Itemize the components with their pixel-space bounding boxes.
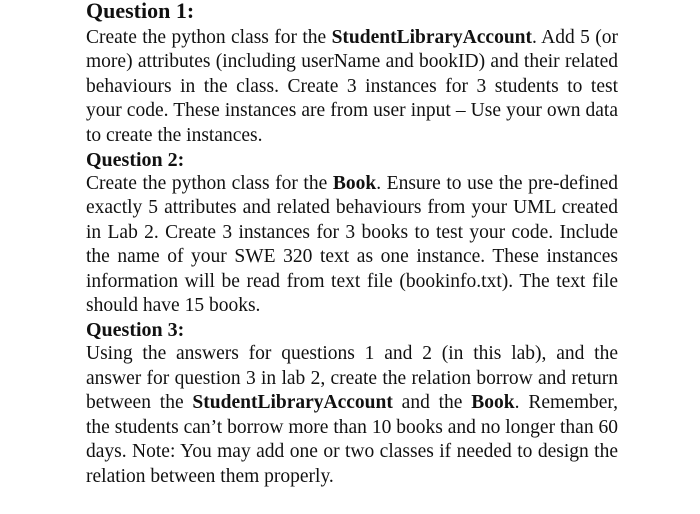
- question-2: [86, 148, 618, 318]
- question-1-text: [86, 26, 618, 148]
- question-3-text: [86, 342, 618, 488]
- question-1: [86, 0, 618, 148]
- class-name-emphasis: StudentLibraryAccount: [192, 392, 393, 414]
- question-1-text-part: Create the python class for the: [86, 27, 332, 48]
- class-name-emphasis: StudentLibraryAccount: [331, 27, 533, 48]
- class-name-emphasis: Book: [471, 392, 515, 414]
- question-2-text: [86, 172, 618, 318]
- question-3: [86, 318, 618, 488]
- class-name-emphasis: Book: [332, 173, 377, 195]
- question-3-text-part: . Remember, the students can’t borrow more than 10 books and no longer than 60 days. Note: You may add one or two classes if needed to design the relation between them properly.: [86, 392, 618, 487]
- question-2-text-part: . Ensure to use the pre-defined exactly 5 attributes and related behaviours from your UML created in Lab 2. Create 3 instances for 3 books to test your code. Include the name of your SWE 320 text as one instance. These instances information will be read from text file (bookinfo.txt). The text file should have 15 books.: [86, 173, 618, 317]
- question-3-text-part: and the: [392, 392, 472, 414]
- question-3-title: Question 3:: [86, 319, 185, 342]
- document: [86, 0, 618, 489]
- question-1-text-part: . Add 5 (or more) attributes (including userName and bookID) and their related behaviours in the class. Create 3 instances for 3 students to test your code. These instances are from user input – Use your own data to create the instances.: [86, 27, 618, 146]
- question-3-text-part: Using the answers for questions 1 and 2 (in this lab), and the answer for question 3 in lab 2, create the relation borrow and return between the: [86, 343, 618, 414]
- question-2-text-part: Create the python class for the: [86, 173, 333, 195]
- question-1-title: Question 1:: [86, 0, 195, 23]
- question-2-title: Question 2:: [86, 149, 185, 172]
